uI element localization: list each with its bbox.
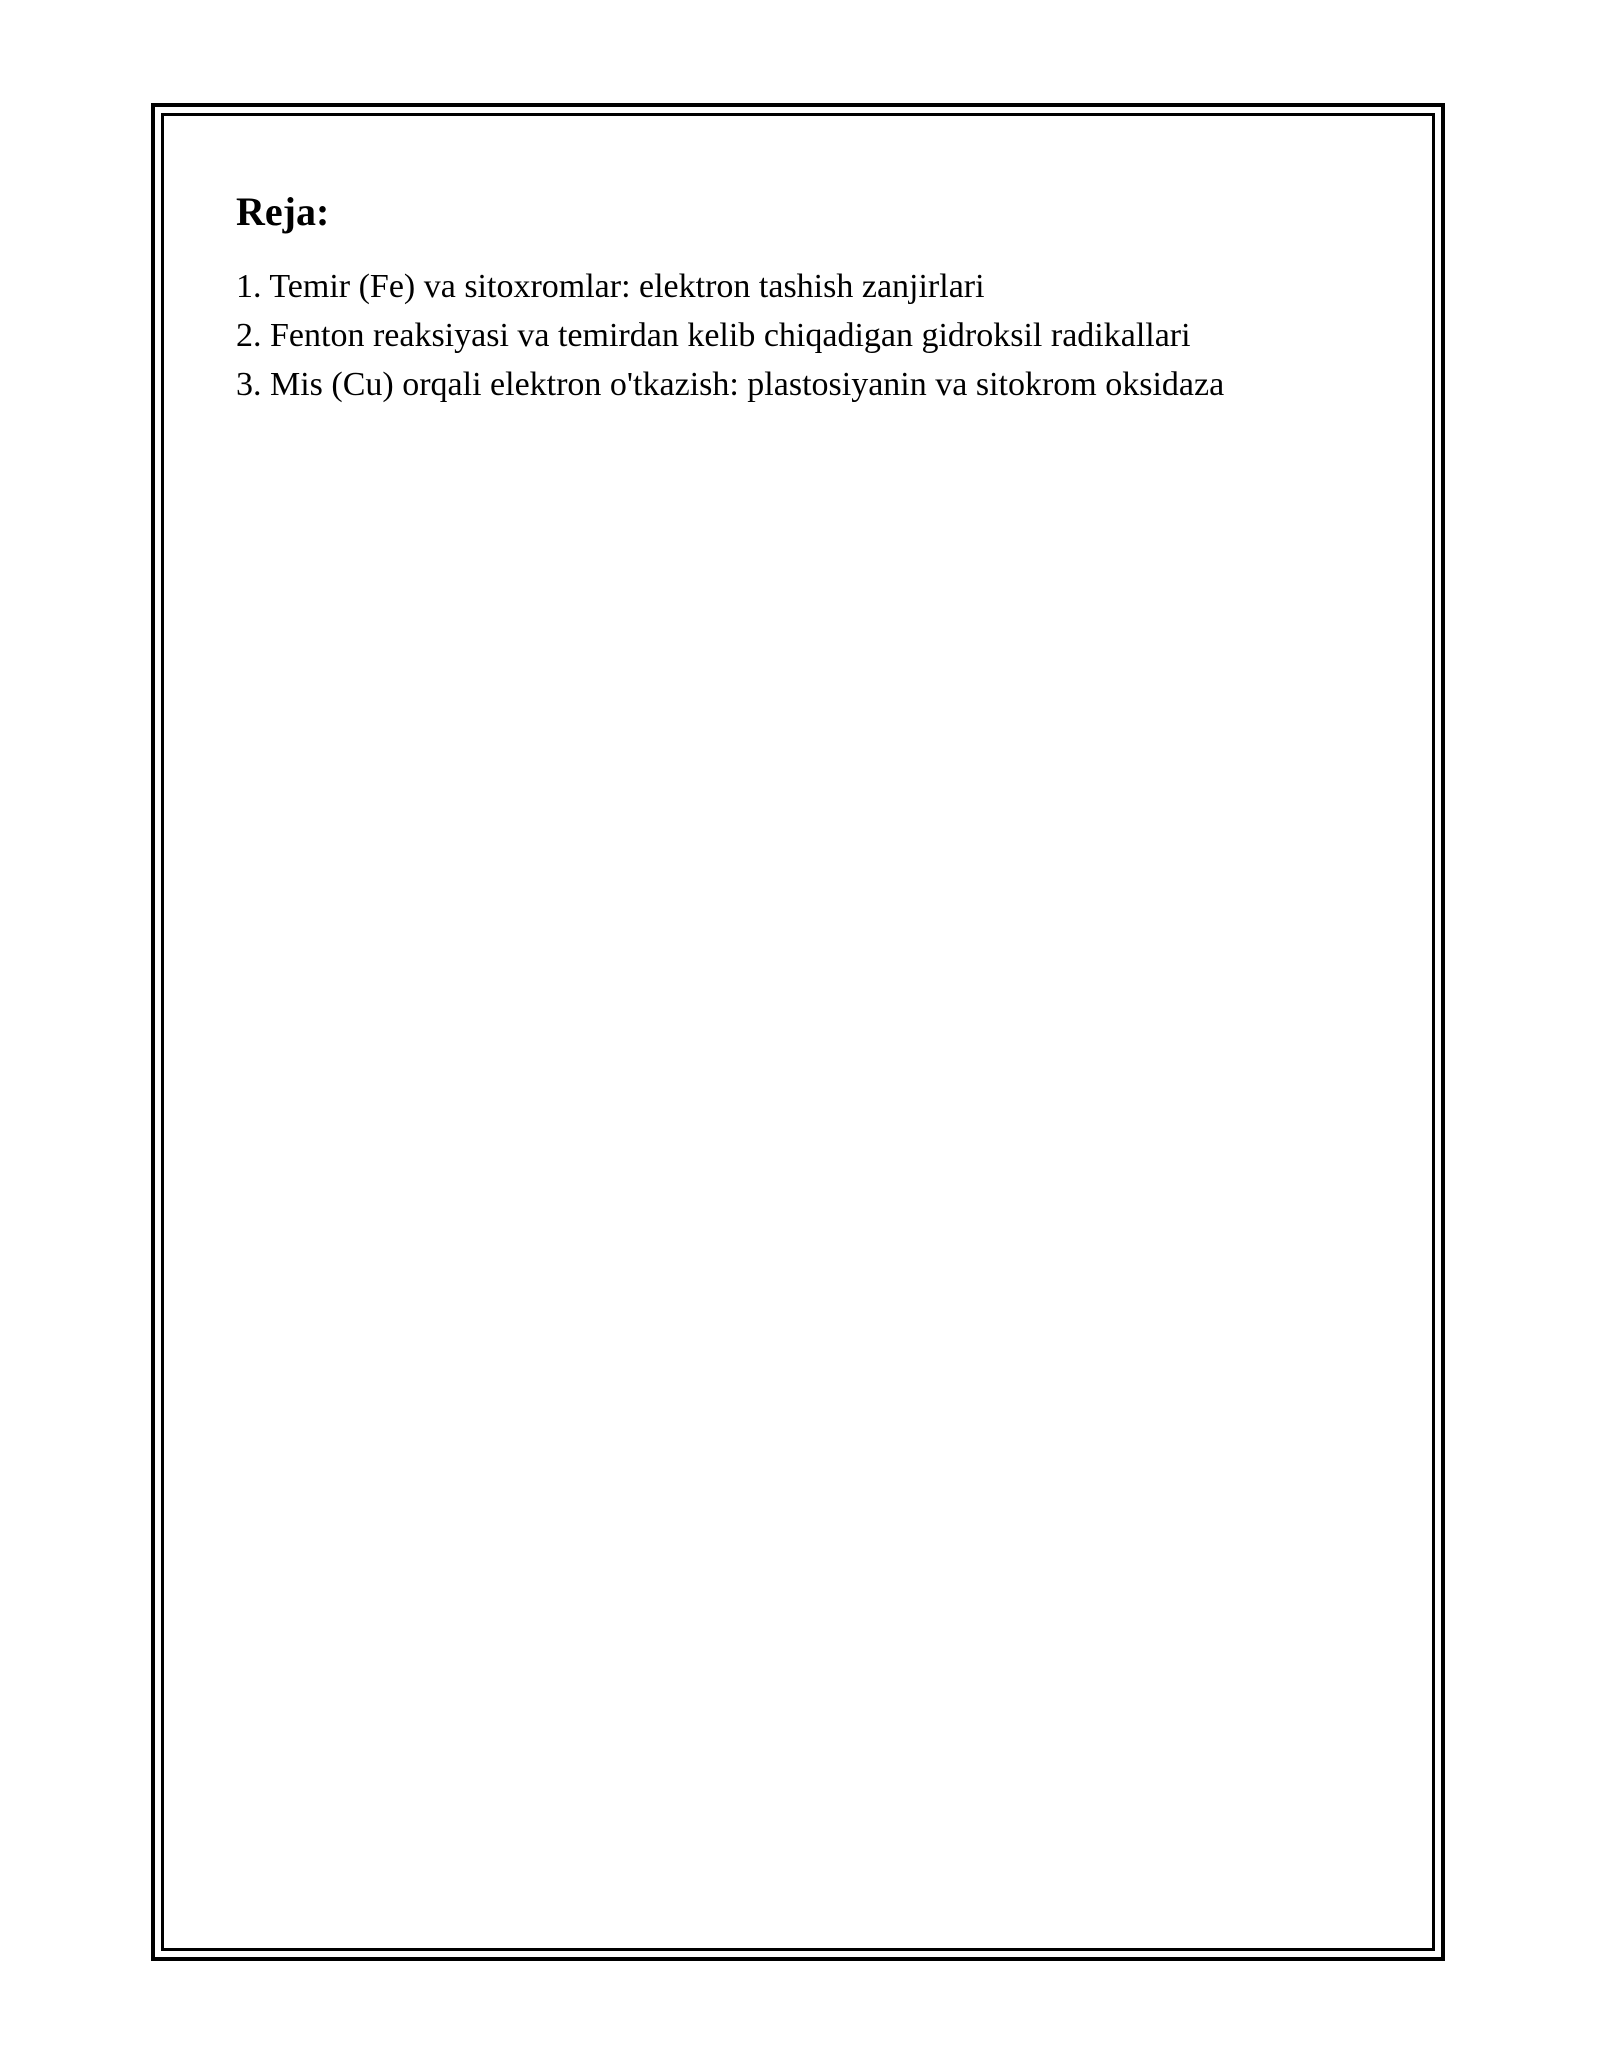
plan-item: 3. Mis (Cu) orqali elektron o'tkazish: plastosiyanin va sitokrom oksidaza [236, 366, 1225, 403]
plan-item: 1. Temir (Fe) va sitoxromlar: elektron tashish zanjirlari [236, 268, 985, 305]
plan-heading: Reja: [236, 189, 330, 234]
document-content [236, 186, 1386, 409]
plan-list [236, 262, 1386, 409]
plan-item: 2. Fenton reaksiyasi va temirdan kelib chiqadigan gidroksil radikallari [236, 317, 1191, 354]
